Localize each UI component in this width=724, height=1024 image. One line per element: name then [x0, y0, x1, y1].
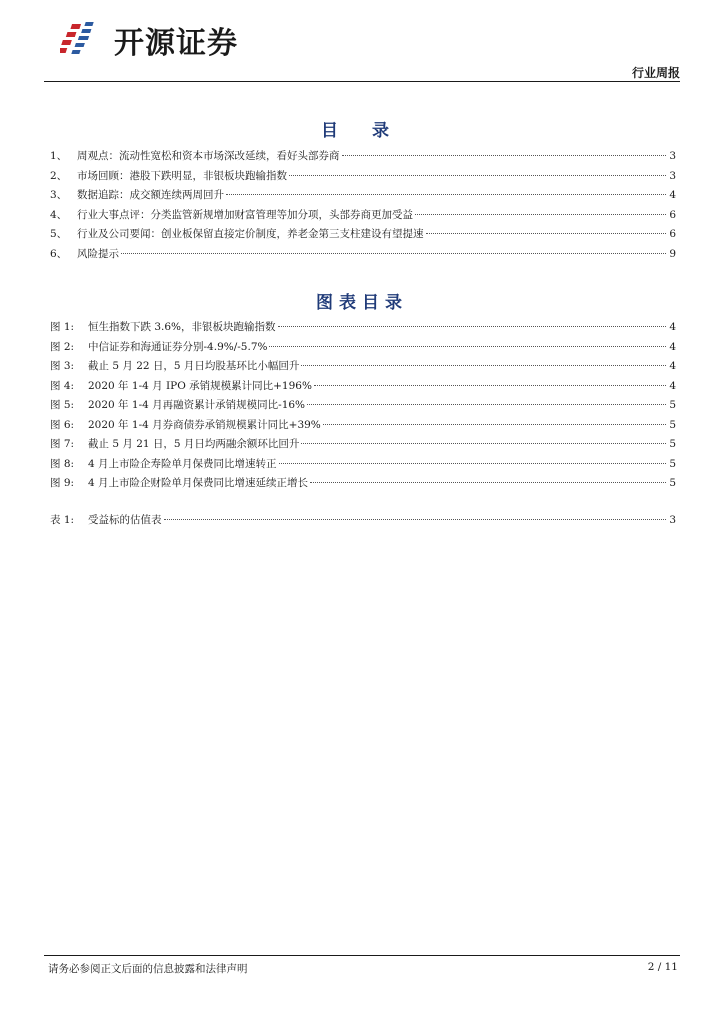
- figure-entry-title: 中信证券和海通证券分别-4.9%/-5.7%: [88, 340, 268, 353]
- figure-index-list: [50, 319, 676, 495]
- dot-leader: [301, 365, 666, 366]
- figure-entry[interactable]: [50, 358, 676, 378]
- figure-entry-number: 图 8:: [50, 457, 75, 470]
- dot-leader: [269, 346, 666, 347]
- figure-entry-page: 5: [669, 477, 676, 489]
- figure-entry-page: 5: [669, 457, 676, 470]
- figure-entry[interactable]: [50, 475, 676, 495]
- toc-entry[interactable]: [50, 148, 676, 168]
- toc-entry-title: 市场回顾：港股下跌明显，非银板块跑输指数: [77, 169, 287, 182]
- figure-entry-title: 4 月上市险企寿险单月保费同比增速转正: [88, 457, 277, 470]
- toc-entry-page: 6: [669, 208, 676, 221]
- company-logo: [60, 18, 238, 62]
- figure-entry[interactable]: [50, 378, 676, 398]
- dot-leader: [323, 424, 666, 425]
- toc-entry-number: 5、: [50, 228, 68, 240]
- figure-entry[interactable]: [50, 436, 676, 456]
- figure-entry-number: 图 6:: [50, 418, 75, 431]
- table-entry-number: 表 1:: [50, 514, 75, 526]
- toc-entry-number: 3、: [50, 189, 68, 201]
- toc-entry[interactable]: [50, 226, 676, 246]
- toc-list: [50, 148, 676, 265]
- toc-entry-number: 2、: [50, 169, 68, 182]
- figure-index-title: 图表目录: [316, 293, 408, 313]
- dot-leader: [314, 385, 666, 386]
- table-entry-title: 受益标的估值表: [88, 514, 162, 526]
- figure-entry-page: 5: [669, 399, 676, 411]
- figure-entry-number: 图 7:: [50, 438, 75, 450]
- toc-entry-page: 3: [669, 150, 676, 162]
- dot-leader: [164, 519, 667, 520]
- dot-leader: [426, 233, 667, 234]
- figure-entry-title: 恒生指数下跌 3.6%，非银板块跑输指数: [88, 321, 276, 333]
- toc-entry[interactable]: [50, 168, 676, 188]
- toc-entry-page: 9: [669, 247, 676, 260]
- toc-entry-page: 4: [669, 189, 676, 201]
- toc-entry-title: 行业大事点评：分类监管新规增加财富管理等加分项，头部券商更加受益: [77, 208, 413, 221]
- table-entry[interactable]: [50, 512, 676, 532]
- toc-title: 目 录: [321, 121, 403, 141]
- toc-entry[interactable]: [50, 187, 676, 207]
- figure-entry-title: 截止 5 月 21 日，5 月日均两融余额环比回升: [88, 438, 300, 450]
- figure-entry-page: 4: [669, 360, 676, 372]
- dot-leader: [289, 175, 666, 176]
- dot-leader: [301, 443, 666, 444]
- figure-entry-page: 4: [669, 321, 676, 333]
- toc-entry-number: 1、: [50, 150, 68, 162]
- footer-divider: [44, 955, 680, 956]
- report-type-label: 行业周报: [631, 66, 680, 80]
- figure-entry-page: 5: [669, 418, 676, 431]
- figure-entry-title: 2020 年 1-4 月再融资累计承销规模同比-16%: [88, 399, 306, 411]
- dot-leader: [415, 214, 666, 215]
- toc-entry[interactable]: [50, 246, 676, 266]
- figure-entry-number: 图 5:: [50, 399, 75, 411]
- toc-entry-number: 4、: [50, 208, 68, 221]
- toc-entry-number: 6、: [50, 247, 68, 260]
- figure-entry[interactable]: [50, 397, 676, 417]
- toc-entry[interactable]: [50, 207, 676, 227]
- figure-entry[interactable]: [50, 456, 676, 476]
- figure-entry-title: 2020 年 1-4 月券商债券承销规模累计同比+39%: [88, 418, 321, 431]
- toc-entry-title: 行业及公司要闻：创业板保留直接定价制度，养老金第三支柱建设有望提速: [77, 228, 424, 240]
- figure-entry-page: 4: [669, 379, 676, 392]
- table-index-list: [50, 512, 676, 532]
- dot-leader: [121, 253, 666, 254]
- page-number: 2 / 11: [647, 961, 678, 973]
- dot-leader: [310, 482, 666, 483]
- figure-entry[interactable]: [50, 319, 676, 339]
- figure-entry[interactable]: [50, 339, 676, 359]
- logo-mark-icon: [60, 18, 110, 62]
- dot-leader: [278, 326, 666, 327]
- toc-entry-page: 6: [669, 228, 676, 240]
- figure-entry-number: 图 1:: [50, 321, 75, 333]
- logo-text: 开源证券: [114, 26, 238, 61]
- dot-leader: [226, 194, 666, 195]
- header-divider: [44, 81, 680, 82]
- figure-entry-title: 截止 5 月 22 日，5 月日均股基环比小幅回升: [88, 360, 300, 372]
- toc-entry-title: 数据追踪：成交额连续两周回升: [77, 189, 224, 201]
- figure-entry-number: 图 3:: [50, 360, 75, 372]
- figure-entry-number: 图 9:: [50, 477, 75, 489]
- figure-entry-number: 图 2:: [50, 340, 75, 353]
- toc-entry-page: 3: [669, 169, 676, 182]
- toc-entry-title: 风险提示: [77, 247, 119, 260]
- figure-entry[interactable]: [50, 417, 676, 437]
- toc-entry-title: 周观点：流动性宽松和资本市场深改延续，看好头部券商: [77, 150, 340, 162]
- figure-entry-page: 5: [669, 438, 676, 450]
- dot-leader: [307, 404, 666, 405]
- figure-entry-page: 4: [669, 340, 676, 353]
- figure-entry-title: 2020 年 1-4 月 IPO 承销规模累计同比+196%: [88, 379, 312, 392]
- figure-entry-number: 图 4:: [50, 379, 75, 392]
- disclaimer-note: 请务必参阅正文后面的信息披露和法律声明: [48, 963, 248, 975]
- table-entry-page: 3: [669, 514, 676, 526]
- dot-leader: [342, 155, 667, 156]
- dot-leader: [279, 463, 666, 464]
- figure-entry-title: 4 月上市险企财险单月保费同比增速延续正增长: [88, 477, 309, 489]
